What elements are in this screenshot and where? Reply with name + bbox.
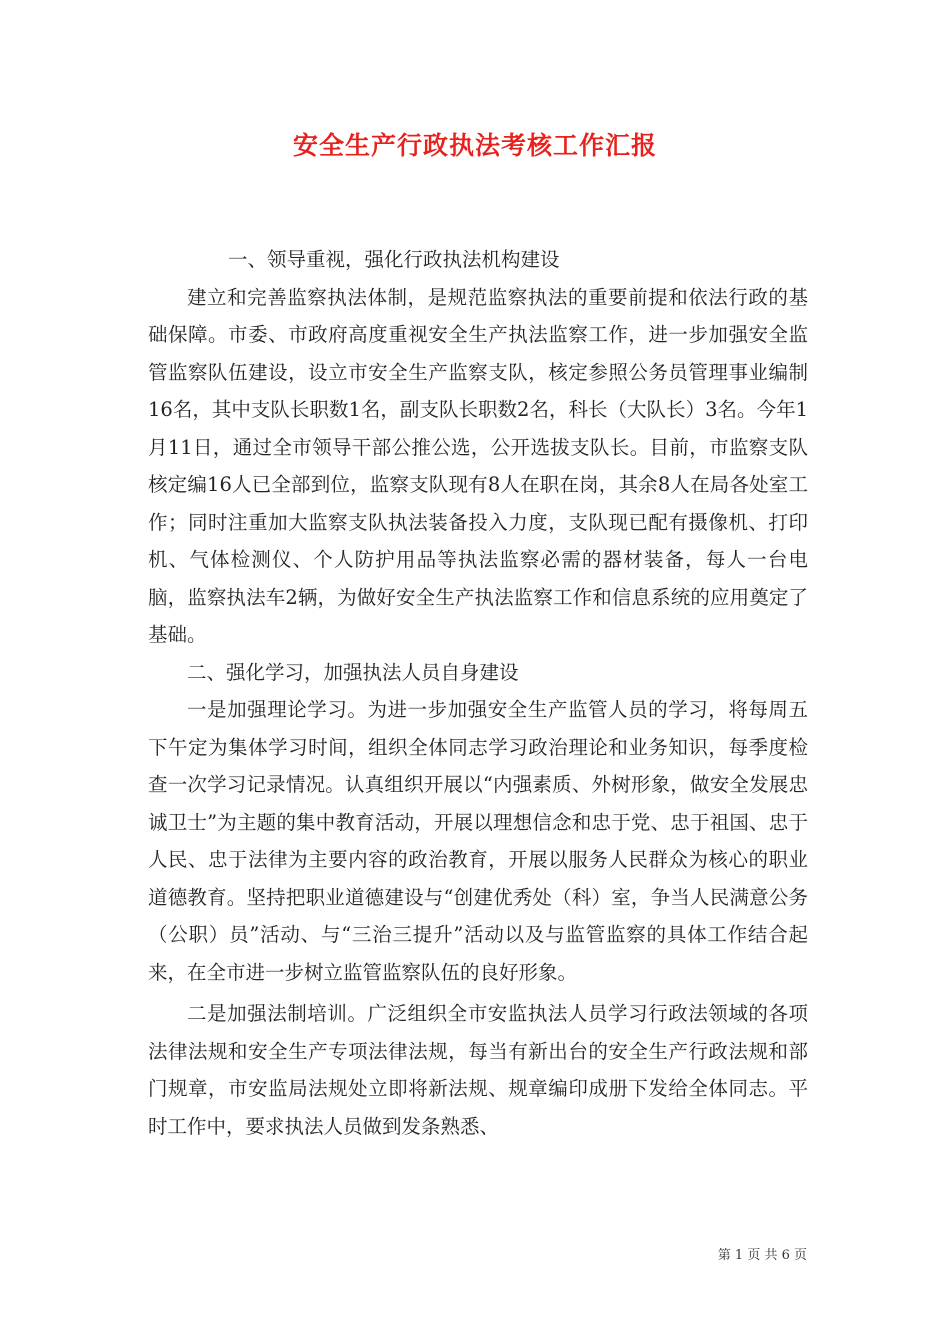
document-body <box>148 241 808 1145</box>
section-2-paragraph-2: 二是加强法制培训。广泛组织全市安监执法人员学习行政法领域的各项法律法规和安全生产专项法律法规，每当有新出台的安全生产行政法规和部门规章，市安监局法规处立即将新法规、规章编印成册下发给全体同志。平时工作中，要求执法人员做到发条熟悉、 <box>148 1002 808 1138</box>
section-1-paragraph-1: 建立和完善监察执法体制，是规范监察执法的重要前提和依法行政的基础保障。市委、市政府高度重视安全生产执法监察工作，进一步加强安全监管监察队伍建设，设立市安全生产监察支队，核定参照公务员管理事业编制16名，其中支队长职数1名，副支队长职数2名，科长（大队长）3名。今年1月11日，通过全市领导干部公推公选，公开选拔支队长。目前，市监察支队核定编16人已全部到位，监察支队现有8人在职在岗，其余8人在局各处室工作；同时注重加大监察支队执法装备投入力度，支队现已配有摄像机、打印机、气体检测仪、个人防护用品等执法监察必需的器材装备，每人一台电脑，监察执法车2辆，为做好安全生产执法监察工作和信息系统的应用奠定了基础。 <box>148 285 808 646</box>
document-title: 安全生产行政执法考核工作汇报 <box>292 131 657 160</box>
section-2-paragraph-1: 一是加强理论学习。为进一步加强安全生产监管人员的学习，将每周五下午定为集体学习时间，组织全体同志学习政治理论和业务知识，每季度检查一次学习记录情况。认真组织开展以“内强素质、外树形象，做安全发展忠诚卫士”为主题的集中教育活动，开展以理想信念和忠于党、忠于祖国、忠于人民、忠于法律为主要内容的政治教育，开展以服务人民群众为核心的职业道德教育。坚持把职业道德建设与“创建优秀处（科）室，争当人民满意公务（公职）员”活动、与“三治三提升”活动以及与监管监察的具体工作结合起来，在全市进一步树立监管监察队伍的良好形象。 <box>148 698 808 984</box>
section-heading-2: 二、强化学习，加强执法人员自身建设 <box>187 660 519 684</box>
section-heading-1: 一、领导重视，强化行政执法机构建设 <box>227 248 560 271</box>
page-footer: 第 1 页 共 6 页 <box>717 1248 807 1263</box>
